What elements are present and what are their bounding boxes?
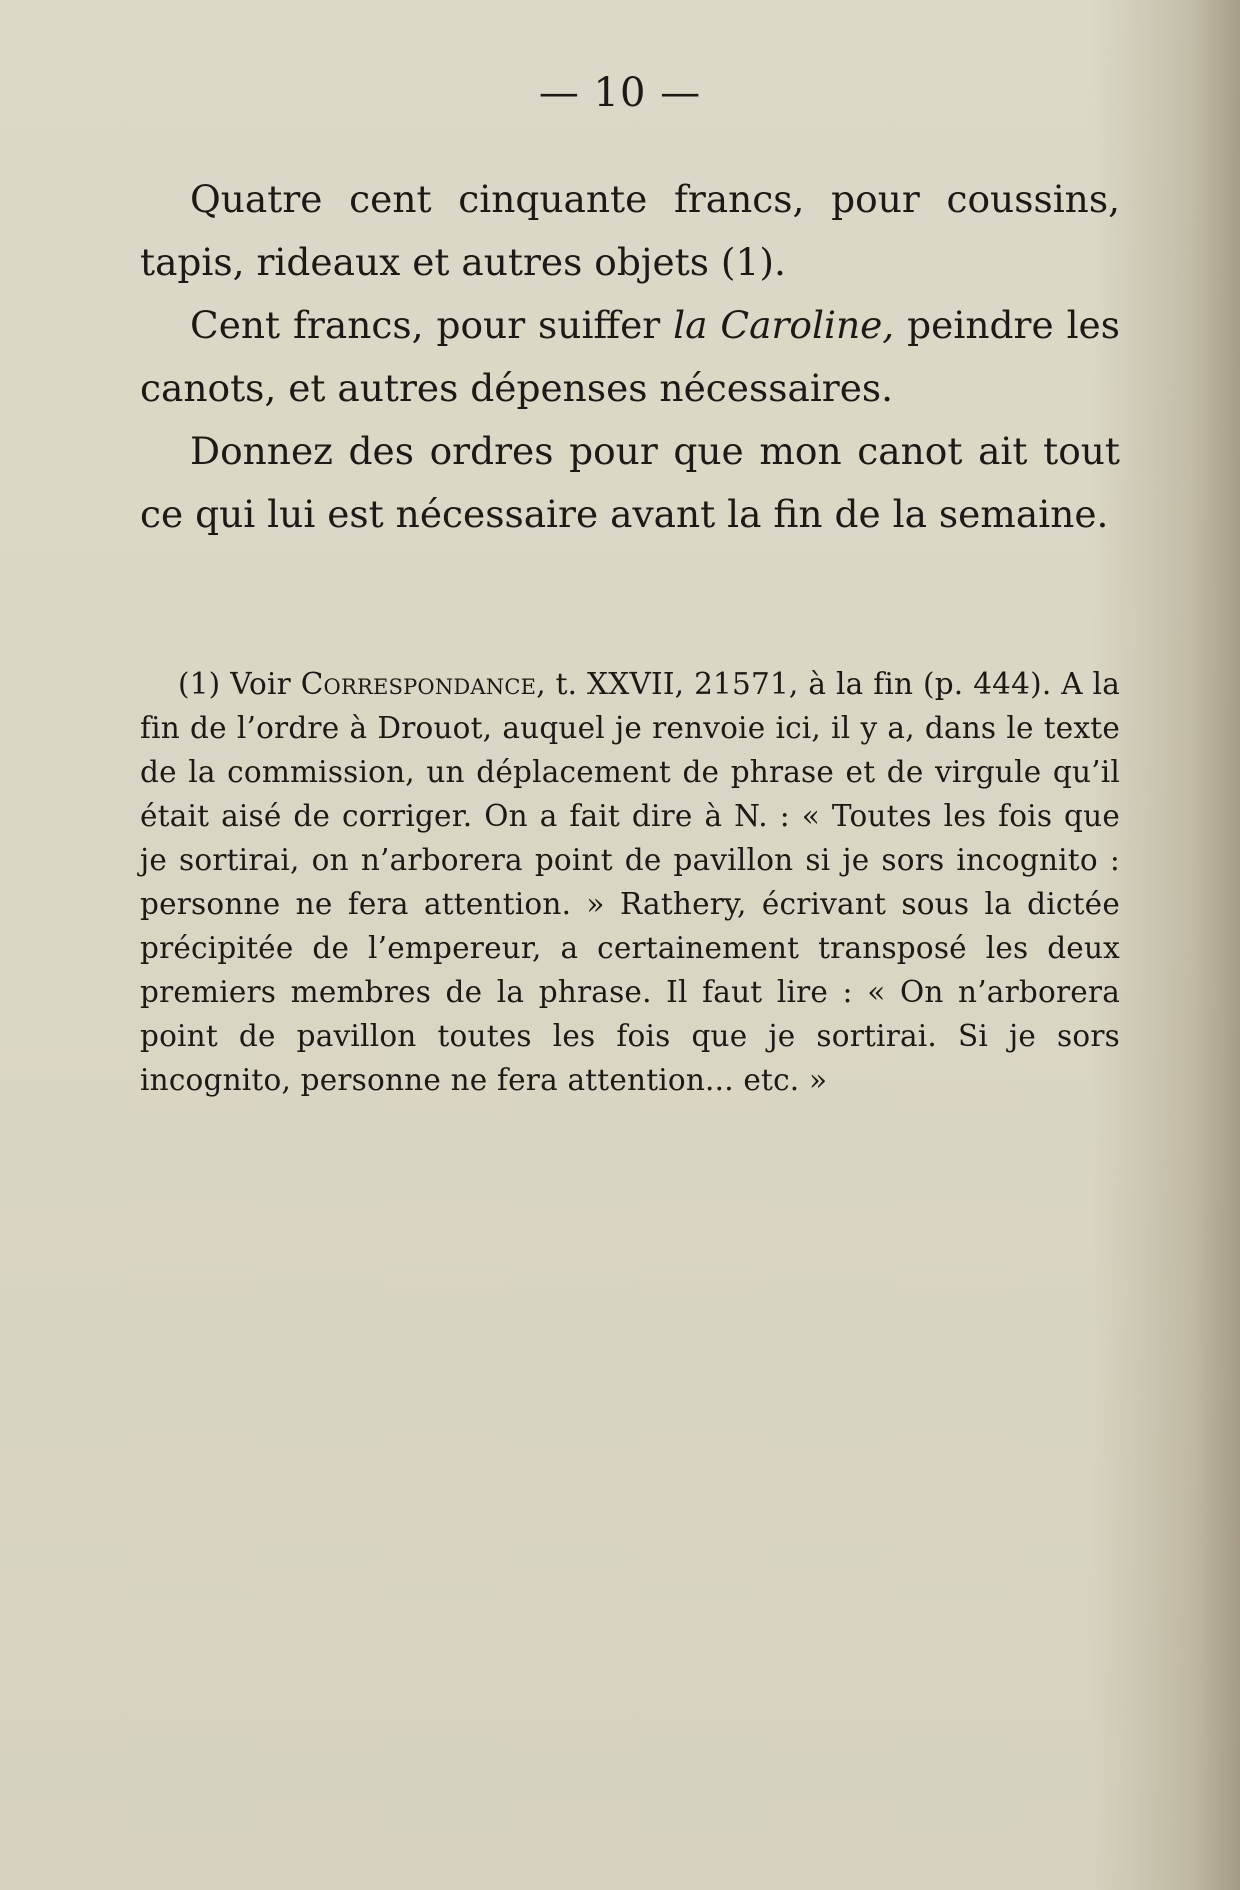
main-text <box>140 168 1120 546</box>
paragraph-caroline <box>140 294 1120 420</box>
paragraph-caroline-end: peindre les canots, et autres dépenses nécessaires. <box>140 303 1120 410</box>
page-number: — 10 — <box>538 70 702 116</box>
ship-name: la Caroline, <box>673 303 895 347</box>
footnote <box>140 662 1120 1102</box>
footnote-text <box>140 662 1120 1102</box>
footnote-body: , t. XXVII, 21571, à la fin (p. 444). A la fin de l’ordre à Drouot, auquel je renvoie ici, il y a, dans le texte de la commission, un déplacement de phrase et de virgule qu’il était aisé de corriger. On a fait dire à N. : « Toutes les fois que je sortirai, on n’arborera point de pavillon si je sors incognito : personne ne fera attention. » Rathery, écrivant sous la dictée précipitée de l’empereur, a certainement transposé les deux premiers membres de la phrase. Il faut lire : « On n’arborera point de pavillon toutes les fois que je sortirai. Si je sors incognito, personne ne fera attention... etc. » <box>140 667 1120 1097</box>
paragraph-cushions: Quatre cent cinquante francs, pour coussins, tapis, rideaux et autres objets (1). <box>140 177 1120 284</box>
footnote-reference-title: Correspondance <box>300 667 537 701</box>
paragraph-orders: Donnez des ordres pour que mon canot ait tout ce qui lui est nécessaire avant la fin de la semaine. <box>140 429 1120 536</box>
footnote-lead: Voir <box>220 667 301 701</box>
paragraph-caroline-start: Cent francs, pour suiffer <box>190 303 674 347</box>
footnote-marker: (1) <box>178 667 221 701</box>
